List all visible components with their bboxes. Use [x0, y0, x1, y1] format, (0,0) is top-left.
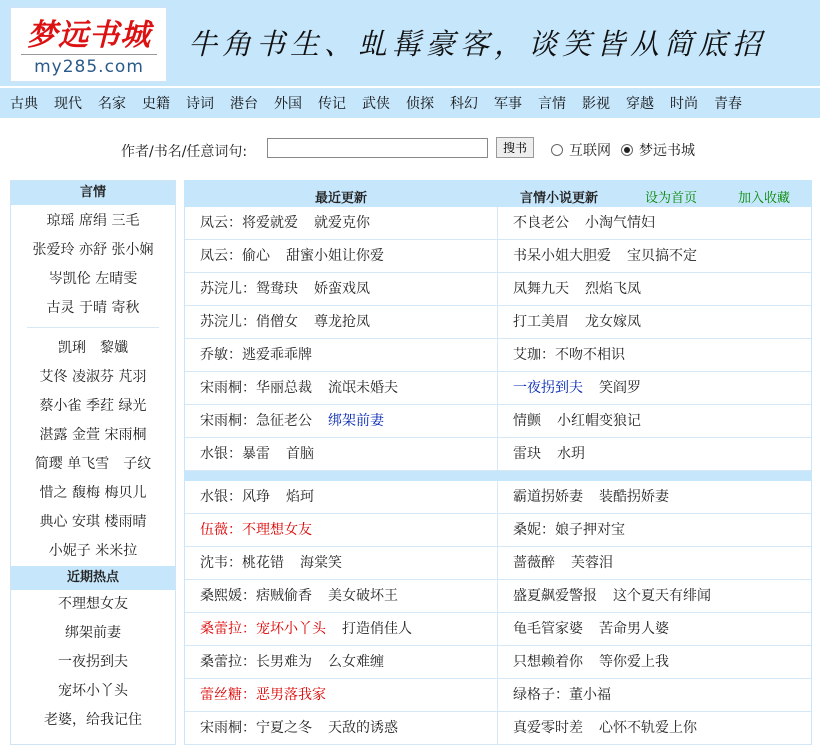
update-row — [185, 481, 811, 514]
book-link[interactable]: 芙蓉泪 — [571, 555, 613, 571]
nav-item[interactable]: 名家 — [98, 96, 126, 112]
sidebar-author-row[interactable]: 蔡小雀 季荭 绿光 — [39, 398, 147, 414]
logo-domain: my285.com — [21, 54, 157, 77]
nav-item[interactable]: 外国 — [274, 96, 302, 112]
book-link[interactable]: 只想赖着你 — [513, 654, 583, 670]
search-label: 作者/书名/任意词句: — [121, 144, 248, 160]
update-row — [185, 273, 811, 306]
nav-item[interactable]: 军事 — [494, 96, 522, 112]
update-row — [185, 580, 811, 613]
book-link[interactable]: 天敌的诱惑 — [328, 720, 398, 736]
book-link[interactable]: 宋雨桐：宁夏之冬 — [200, 720, 312, 736]
book-link[interactable]: 盛夏飙爱警报 — [513, 588, 597, 604]
sidebar-author-row[interactable]: 小妮子 米米拉 — [48, 543, 138, 559]
radio-site[interactable] — [621, 140, 695, 160]
nav-item[interactable]: 时尚 — [670, 96, 698, 112]
sidebar-author-row[interactable]: 古灵 于晴 寄秋 — [46, 300, 140, 316]
nav-item[interactable]: 现代 — [54, 96, 82, 112]
sidebar-author-row[interactable]: 琼瑶 席绢 三毛 — [46, 213, 140, 229]
book-link[interactable]: 艾珈：不吻不相识 — [513, 347, 625, 363]
update-group-2 — [185, 481, 811, 745]
book-link[interactable]: 一夜拐到夫 — [513, 380, 583, 396]
sidebar-author-list-1 — [11, 205, 175, 323]
radio-site-label: 梦远书城 — [639, 143, 695, 159]
book-link[interactable]: 烈焰飞凤 — [585, 281, 641, 297]
recent-update-cell — [185, 339, 498, 371]
book-link[interactable]: 龟毛管家婆 — [513, 621, 583, 637]
update-row — [185, 679, 811, 712]
book-link[interactable]: 么女难缠 — [328, 654, 384, 670]
search-button[interactable]: 搜书 — [496, 137, 534, 158]
book-link[interactable]: 水银：暴雷 — [200, 446, 270, 462]
book-link[interactable]: 宝贝搞不定 — [627, 248, 697, 264]
book-link[interactable]: 苦命男人婆 — [599, 621, 669, 637]
book-link[interactable]: 打造俏佳人 — [342, 621, 412, 637]
book-link[interactable]: 桑蕾拉：长男难为 — [200, 654, 312, 670]
sidebar-author-row[interactable]: 凯琍 黎孅 — [58, 340, 128, 356]
update-row — [185, 207, 811, 240]
book-link[interactable]: 就爱克你 — [314, 215, 370, 231]
update-group-1 — [185, 207, 811, 471]
sidebar-title-romance: 言情 — [11, 181, 175, 205]
book-link[interactable]: 海棠笑 — [300, 555, 342, 571]
book-link[interactable]: 苏浣儿：俏僧女 — [200, 314, 298, 330]
category-nav — [0, 88, 820, 118]
sidebar-author-row[interactable]: 岑凯伦 左晴雯 — [48, 271, 138, 287]
update-row — [185, 646, 811, 679]
sidebar-author-row[interactable]: 惜之 馥梅 梅贝儿 — [39, 485, 147, 501]
update-row — [185, 438, 811, 471]
nav-item[interactable]: 诗词 — [186, 96, 214, 112]
recent-update-cell — [185, 240, 498, 272]
nav-item[interactable]: 侦探 — [406, 96, 434, 112]
book-link[interactable]: 情颤 — [513, 413, 541, 429]
sidebar-author-row[interactable]: 典心 安琪 楼雨晴 — [39, 514, 147, 530]
update-row — [185, 547, 811, 580]
book-link[interactable]: 水银：风琤 — [200, 489, 270, 505]
romance-update-cell — [498, 372, 811, 404]
romance-update-cell — [498, 679, 811, 711]
radio-web[interactable] — [551, 140, 611, 160]
romance-update-cell — [498, 580, 811, 612]
sidebar-title-hot: 近期热点 — [11, 566, 175, 590]
sidebar-author-list-2 — [11, 334, 175, 566]
book-link[interactable]: 凤舞九天 — [513, 281, 569, 297]
nav-item[interactable]: 传记 — [318, 96, 346, 112]
romance-update-cell — [498, 514, 811, 546]
updates-header — [185, 181, 811, 207]
book-link[interactable]: 凤云：偷心 — [200, 248, 270, 264]
book-link[interactable]: 等你爱上我 — [599, 654, 669, 670]
recent-updates-title: 最近更新 — [315, 191, 368, 206]
book-link[interactable]: 绿格子：董小福 — [513, 687, 611, 703]
recent-update-cell — [185, 306, 498, 338]
recent-update-cell — [185, 405, 498, 437]
book-link[interactable]: 霸道拐娇妻 — [513, 489, 583, 505]
romance-update-cell — [498, 273, 811, 305]
book-link[interactable]: 笑阎罗 — [599, 380, 641, 396]
group-separator — [185, 471, 811, 481]
recent-update-cell — [185, 372, 498, 404]
book-link[interactable]: 凤云：将爱就爱 — [200, 215, 298, 231]
book-link[interactable]: 真爱零时差 — [513, 720, 583, 736]
update-row — [185, 306, 811, 339]
romance-update-cell — [498, 405, 811, 437]
book-link[interactable]: 沈韦：桃花错 — [200, 555, 284, 571]
set-homepage-link[interactable]: 设为首页 — [645, 191, 698, 206]
book-link[interactable]: 焰珂 — [286, 489, 314, 505]
book-link[interactable]: 不良老公 — [513, 215, 569, 231]
book-link[interactable]: 这个夏天有绯闻 — [613, 588, 711, 604]
book-link[interactable]: 小淘气情妇 — [585, 215, 655, 231]
nav-item[interactable]: 青春 — [714, 96, 742, 112]
book-link[interactable]: 水玥 — [557, 446, 585, 462]
romance-update-cell — [498, 613, 811, 645]
nav-item[interactable]: 影视 — [582, 96, 610, 112]
book-link[interactable]: 心怀不轨爱上你 — [599, 720, 697, 736]
book-link[interactable]: 美女破坏王 — [328, 588, 398, 604]
romance-updates-title: 言情小说更新 — [520, 191, 599, 206]
book-link[interactable]: 装酷拐娇妻 — [599, 489, 669, 505]
book-link[interactable]: 打工美眉 — [513, 314, 569, 330]
book-link[interactable]: 苏浣儿：鸳鸯玦 — [200, 281, 298, 297]
book-link[interactable]: 雷玦 — [513, 446, 541, 462]
nav-item[interactable]: 科幻 — [450, 96, 478, 112]
logo-text: 梦远书城 — [27, 18, 151, 53]
add-favorite-link[interactable]: 加入收藏 — [738, 191, 791, 206]
book-link[interactable]: 小红帽变狼记 — [557, 413, 641, 429]
search-bar — [0, 136, 820, 162]
recent-update-cell — [185, 438, 498, 470]
recent-update-cell — [185, 514, 498, 546]
book-link[interactable]: 绑架前妻 — [328, 413, 384, 429]
book-link[interactable]: 蕾丝糖：恶男落我家 — [200, 687, 326, 703]
updates-panel — [184, 180, 812, 745]
recent-update-cell — [185, 580, 498, 612]
recent-update-cell — [185, 712, 498, 744]
book-link[interactable]: 桑熙媛：痞贼偷香 — [200, 588, 312, 604]
recent-update-cell — [185, 679, 498, 711]
romance-update-cell — [498, 339, 811, 371]
romance-update-cell — [498, 646, 811, 678]
sidebar-author-row[interactable]: 湛露 金萱 宋雨桐 — [39, 427, 147, 443]
book-link[interactable]: 书呆小姐大胆爱 — [513, 248, 611, 264]
book-link[interactable]: 首脑 — [286, 446, 314, 462]
sidebar-hot-list — [11, 590, 175, 735]
romance-update-cell — [498, 306, 811, 338]
romance-update-cell — [498, 240, 811, 272]
book-link[interactable]: 桑妮：娘子押对宝 — [513, 522, 625, 538]
update-row — [185, 613, 811, 646]
sidebar-author-row[interactable]: 艾佟 凌淑芬 芃羽 — [39, 369, 147, 385]
update-row — [185, 240, 811, 273]
recent-update-cell — [185, 613, 498, 645]
sidebar-hot-link[interactable]: 绑架前妻 — [65, 625, 121, 641]
header — [0, 0, 820, 86]
nav-item[interactable]: 古典 — [10, 96, 38, 112]
book-link[interactable]: 桑蕾拉：宠坏小丫头 — [200, 621, 326, 637]
recent-update-cell — [185, 273, 498, 305]
recent-update-cell — [185, 207, 498, 239]
radio-site-circle[interactable] — [621, 144, 633, 156]
book-link[interactable]: 伍薇：不理想女友 — [200, 522, 312, 538]
nav-item[interactable]: 史籍 — [142, 96, 170, 112]
romance-update-cell — [498, 712, 811, 744]
book-link[interactable]: 龙女嫁凤 — [585, 314, 641, 330]
book-link[interactable]: 宋雨桐：急征老公 — [200, 413, 312, 429]
book-link[interactable]: 娇蛮戏凤 — [314, 281, 370, 297]
sidebar-divider — [27, 327, 159, 328]
romance-update-cell — [498, 207, 811, 239]
book-link[interactable]: 流氓未婚夫 — [328, 380, 398, 396]
book-link[interactable]: 尊龙抢凤 — [314, 314, 370, 330]
update-row — [185, 514, 811, 547]
site-slogan: 牛角书生、虬髯豪客，谈笑皆从简底招 — [188, 27, 767, 61]
book-link[interactable]: 宋雨桐：华丽总裁 — [200, 380, 312, 396]
romance-update-cell — [498, 547, 811, 579]
recent-update-cell — [185, 646, 498, 678]
romance-update-cell — [498, 481, 811, 513]
book-link[interactable]: 甜蜜小姐让你爱 — [286, 248, 384, 264]
nav-item[interactable]: 武侠 — [362, 96, 390, 112]
radio-web-circle[interactable] — [551, 144, 563, 156]
nav-item[interactable]: 港台 — [230, 96, 258, 112]
recent-update-cell — [185, 547, 498, 579]
sidebar-author-row[interactable]: 张爱玲 亦舒 张小娴 — [32, 242, 154, 258]
update-row — [185, 712, 811, 745]
search-input[interactable] — [267, 138, 488, 158]
nav-item[interactable]: 言情 — [538, 96, 566, 112]
update-row — [185, 372, 811, 405]
sidebar-hot-link[interactable]: 老婆，给我记住 — [44, 712, 142, 728]
radio-web-label: 互联网 — [569, 143, 611, 159]
site-logo[interactable] — [10, 7, 167, 82]
sidebar — [10, 180, 176, 745]
book-link[interactable]: 乔敏：逃爱乖乖牌 — [200, 347, 312, 363]
sidebar-hot-link[interactable]: 宠坏小丫头 — [58, 683, 128, 699]
sidebar-hot-link[interactable]: 不理想女友 — [58, 596, 128, 612]
nav-item[interactable]: 穿越 — [626, 96, 654, 112]
recent-update-cell — [185, 481, 498, 513]
update-row — [185, 405, 811, 438]
book-link[interactable]: 蔷薇醉 — [513, 555, 555, 571]
update-row — [185, 339, 811, 372]
sidebar-author-row[interactable]: 简璎 单飞雪 子纹 — [34, 456, 152, 472]
romance-update-cell — [498, 438, 811, 470]
sidebar-hot-link[interactable]: 一夜拐到夫 — [58, 654, 128, 670]
